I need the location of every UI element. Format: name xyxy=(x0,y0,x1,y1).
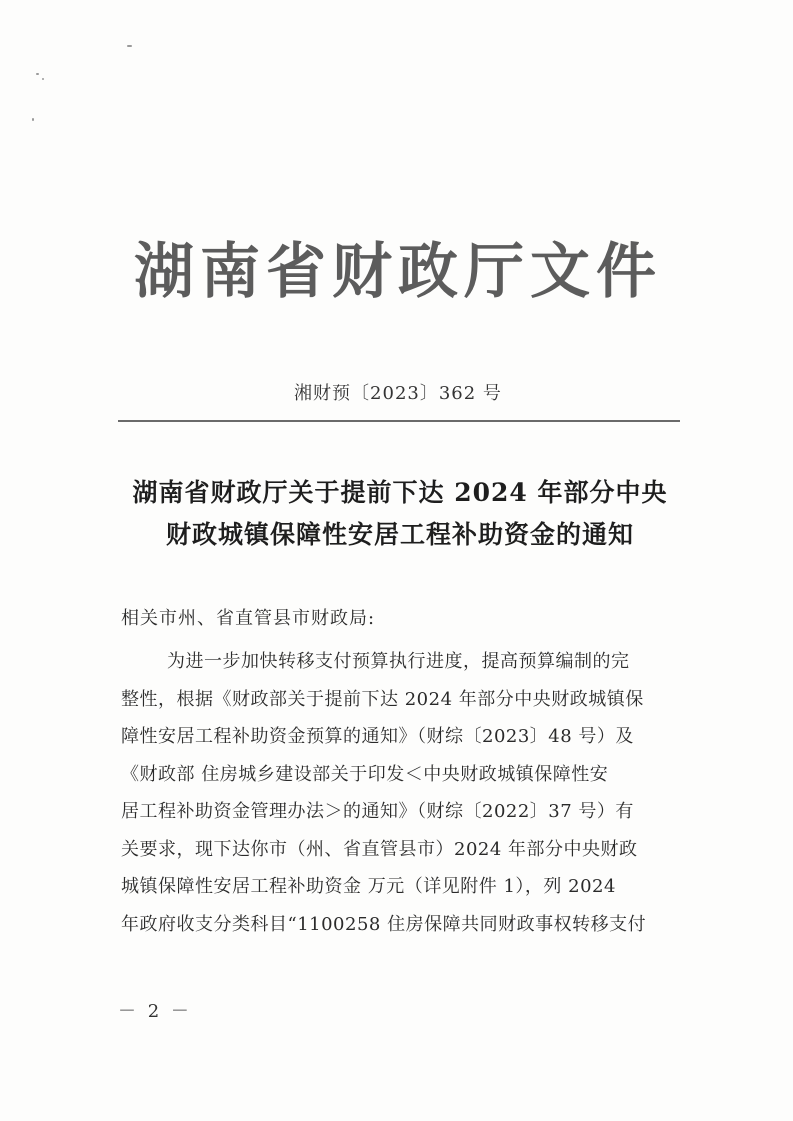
body-line: 年政府收支分类科目“1100258 住房保障共同财政事权转移支付 xyxy=(121,913,647,935)
notice-title xyxy=(100,472,700,556)
body-line: 障性安居工程补助资金预算的通知》（财综〔2023〕48 号）及 xyxy=(121,726,634,747)
scan-speck xyxy=(32,118,34,121)
notice-title-line: 湖南省财政厅关于提前下达 2024 年部分中央 xyxy=(132,478,668,507)
body-line: 城镇保障性安居工程补助资金 万元（详见附件 1），列 2024 xyxy=(121,876,616,897)
scan-speck xyxy=(36,73,39,75)
document-header-title: 湖南省财政厅文件 xyxy=(134,237,662,307)
scan-speck xyxy=(42,78,44,80)
header-divider xyxy=(118,420,680,422)
page-number: － 2 － xyxy=(118,1001,192,1022)
body-paragraph xyxy=(121,643,687,943)
body-line: 居工程补助资金管理办法＞的通知》（财综〔2022〕37 号）有 xyxy=(121,801,634,822)
document-number: 湘财预〔2023〕362 号 xyxy=(294,383,502,404)
body-line: 为进一步加快转移支付预算执行进度，提高预算编制的完 xyxy=(167,651,630,672)
notice-title-line: 财政城镇保障性安居工程补助资金的通知 xyxy=(165,520,634,549)
addressee: 相关市州、省直管县市财政局: xyxy=(121,608,376,629)
body-line: 整性，根据《财政部关于提前下达 2024 年部分中央财政城镇保 xyxy=(121,688,644,710)
scan-speck xyxy=(127,45,132,47)
body-line: 《财政部 住房城乡建设部关于印发＜中央财政城镇保障性安 xyxy=(121,763,609,785)
body-line: 关要求，现下达你市（州、省直管县市）2024 年部分中央财政 xyxy=(121,838,638,860)
